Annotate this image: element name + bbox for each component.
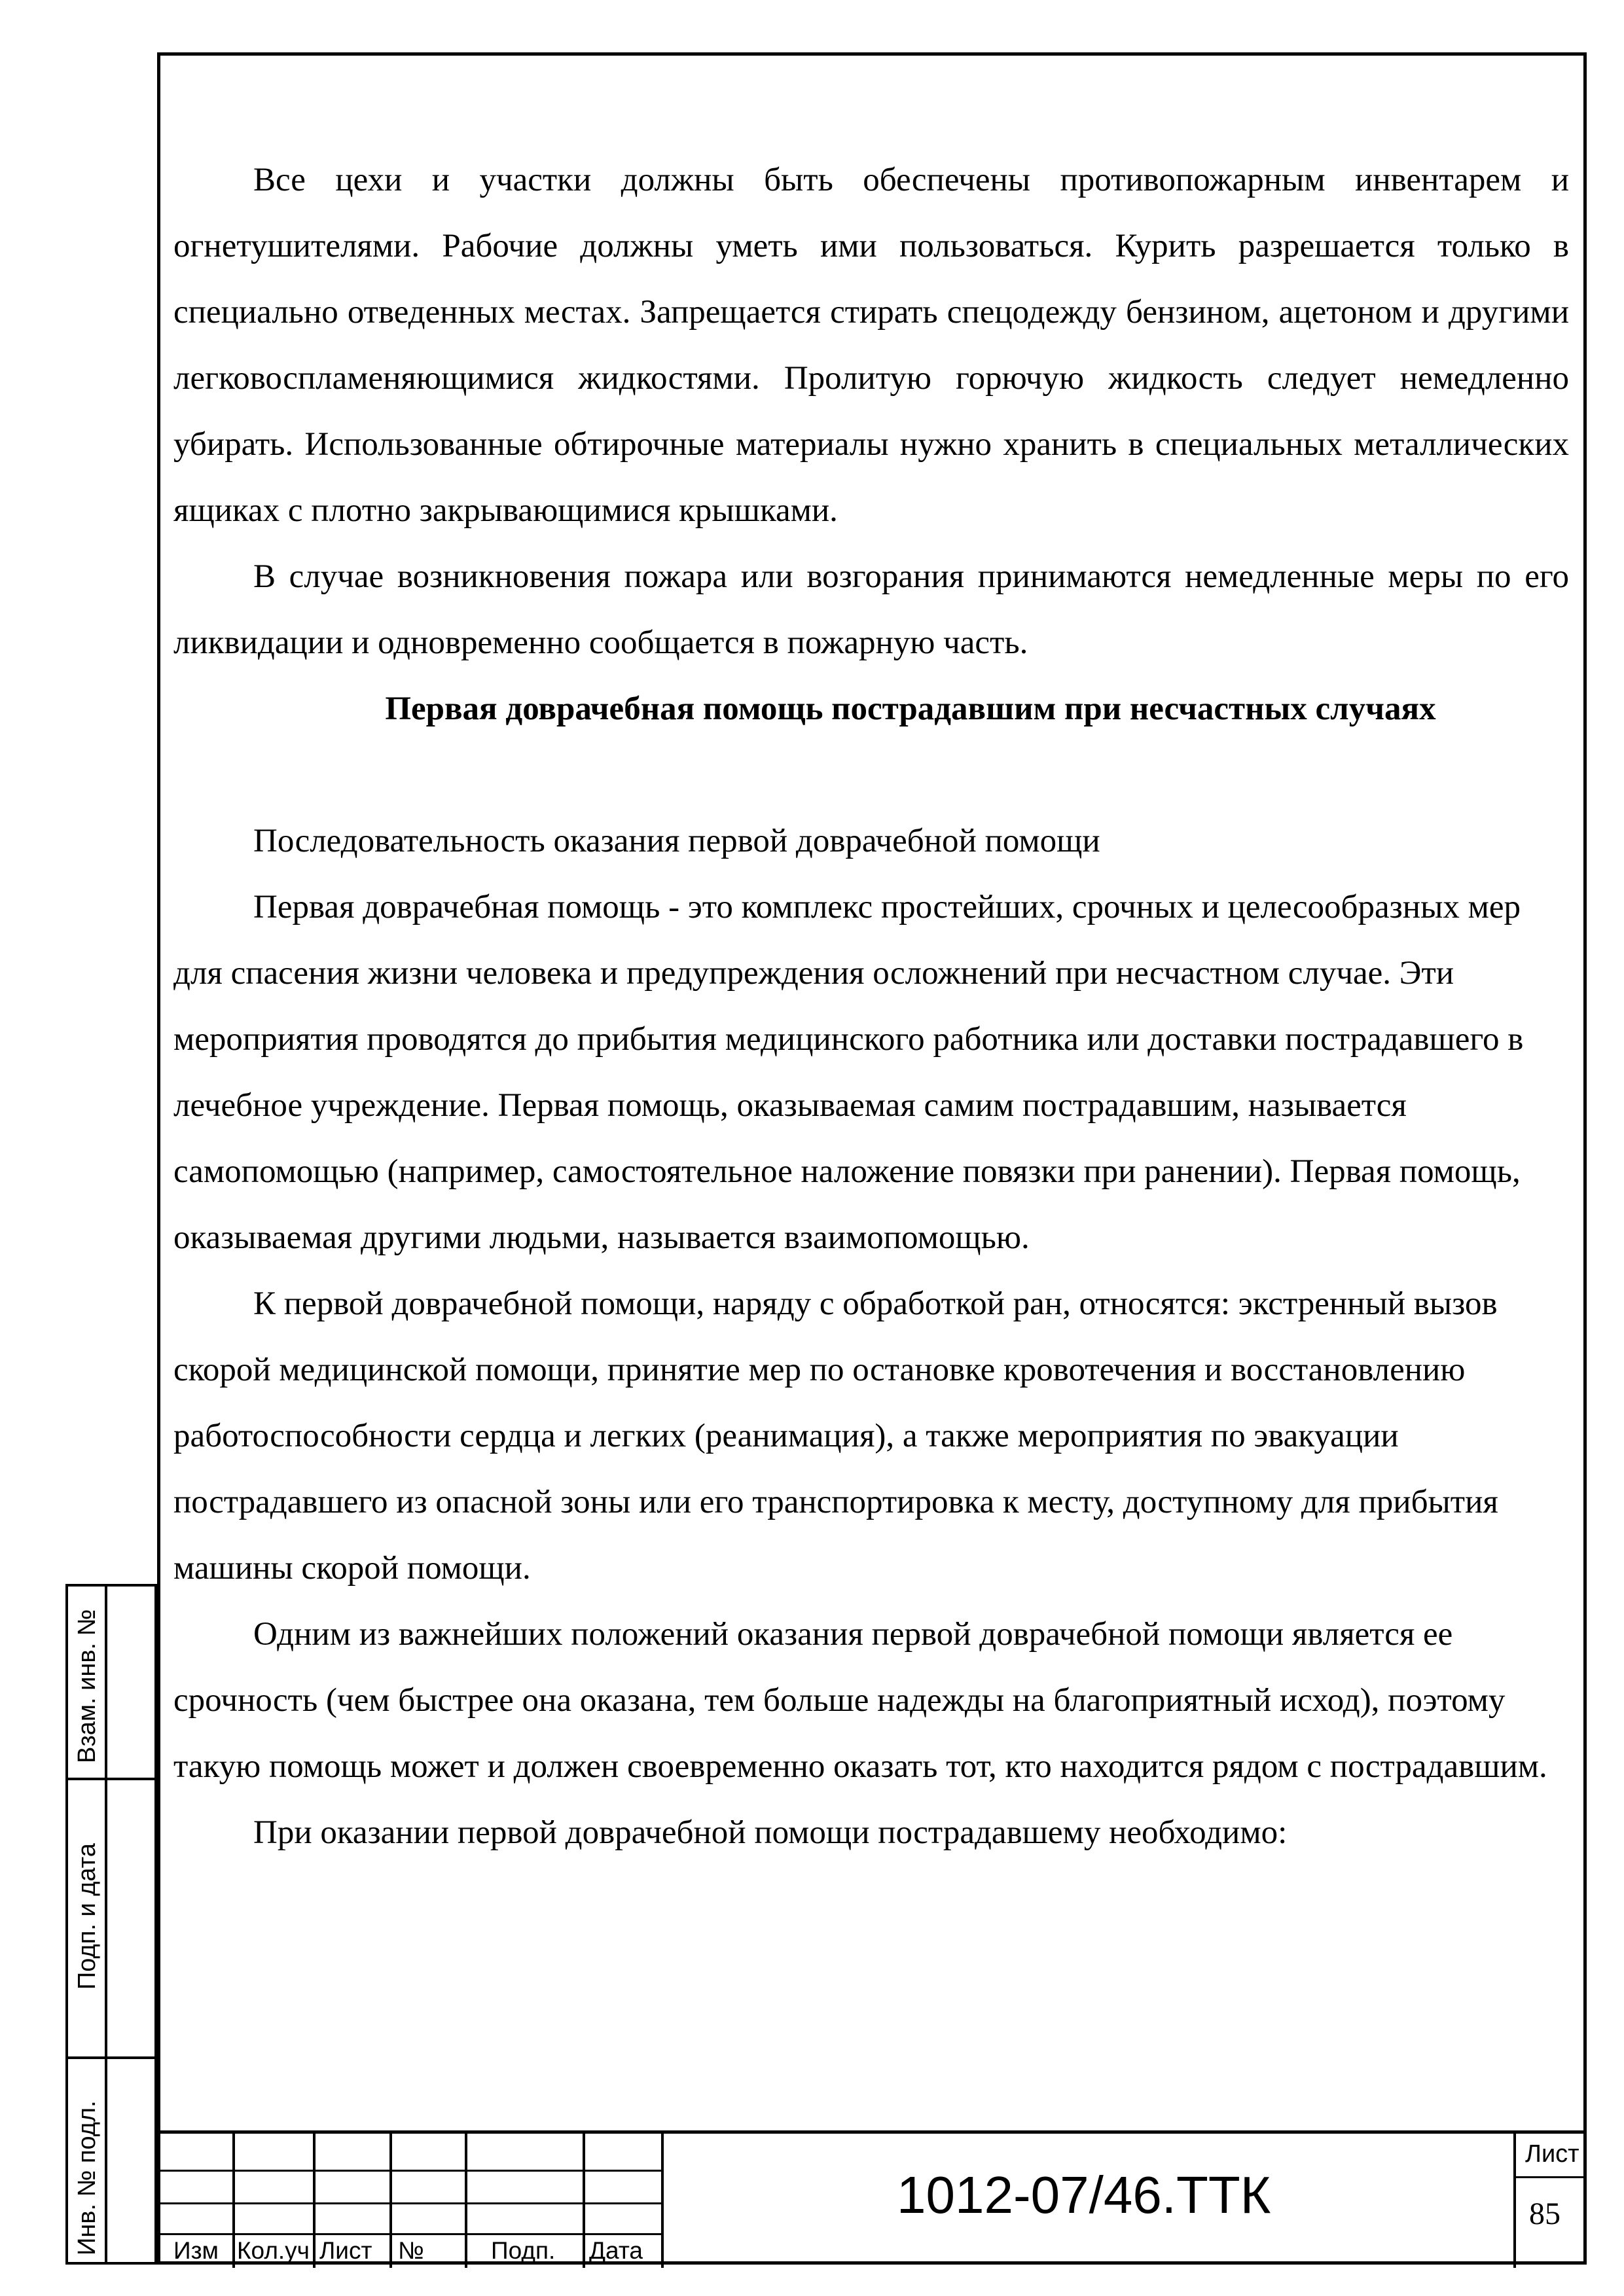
paragraph-fire-safety: Все цехи и участки должны быть обеспечены противопожарным инвентарем и огнетушителями. Рабочие должны уметь ими пользоваться. Курить разрешается только в специально отведенных местах. Запрещается стирать спецодежду бензином, ацетоном и другими легковоспламеняющимися жидкостями. Пролитую горючую жидкость следует немедленно убирать. Использованные обтирочные материалы нужно хранить в специальных металлических ящиках с плотно закрывающимися крышками. bbox=[173, 162, 1569, 529]
label-podp: Подп. bbox=[491, 2237, 556, 2264]
label-num: № bbox=[398, 2237, 424, 2264]
title-block bbox=[157, 2130, 1587, 2265]
title-block-col-line bbox=[661, 2134, 664, 2268]
label-data: Дата bbox=[589, 2237, 643, 2264]
stamp-label-inv: Инв. № подл. bbox=[73, 2100, 101, 2255]
paragraph-measures: К первой доврачебной помощи, наряду с обработкой ран, относятся: экстренный вызов скорой медицинской помощи, принятие мер по остановке кровотечения и восстановлению работоспособности сердца и легких (реанимация), а также мероприятия по эвакуации пострадавшего из опасной зоны или его транспортировка к месту, доступному для прибытия машины скорой помощи. bbox=[173, 1285, 1498, 1587]
section-heading: Первая доврачебная помощь пострадавшим при несчастных случаях bbox=[385, 691, 1436, 727]
title-block-col-line bbox=[232, 2134, 235, 2268]
title-block-col-line bbox=[465, 2134, 467, 2268]
label-list: Лист bbox=[319, 2237, 372, 2264]
document-body bbox=[173, 147, 1569, 1866]
sheet-number: 85 bbox=[1529, 2197, 1561, 2231]
subheading: Последовательность оказания первой доврачебной помощи bbox=[253, 823, 1100, 859]
sheet-label: Лист bbox=[1525, 2140, 1579, 2168]
title-block-col-line bbox=[313, 2134, 316, 2268]
side-stamp-podp bbox=[65, 1778, 157, 2059]
paragraph-fire-response: В случае возникновения пожара или возгорания принимаются немедленные меры по его ликвидации и одновременно сообщается в пожарную часть. bbox=[173, 558, 1569, 661]
title-block-col-line bbox=[1513, 2134, 1516, 2268]
paragraph-definition: Первая доврачебная помощь - это комплекс простейших, срочных и целесообразных мер для спасения жизни человека и предупреждения осложнений при несчастном случае. Эти мероприятия проводятся до прибытия медицинского работника или доставки пострадавшего в лечебное учреждение. Первая помощь, оказываемая самим пострадавшим, называется самопомощью (например, самостоятельное наложение повязки при ранении). Первая помощь, оказываемая другими людьми, называется взаимопомощью. bbox=[173, 889, 1524, 1256]
title-block-col-line bbox=[389, 2134, 392, 2268]
label-izm: Изм bbox=[173, 2237, 219, 2264]
document-code: 1012-07/46.ТТК bbox=[897, 2166, 1271, 2224]
stamp-label-vzam: Взам. инв. № bbox=[73, 1609, 101, 1763]
sheet-cell-divider bbox=[1513, 2176, 1587, 2178]
stamp-label-podp: Подп. и дата bbox=[73, 1843, 101, 1990]
side-stamp-inv bbox=[65, 2056, 157, 2265]
side-stamp-vzam bbox=[65, 1584, 157, 1780]
label-kol: Кол.уч bbox=[237, 2237, 310, 2264]
paragraph-required: При оказании первой доврачебной помощи пострадавшему необходимо: bbox=[253, 1814, 1288, 1851]
title-block-col-line bbox=[583, 2134, 585, 2268]
paragraph-urgency: Одним из важнейших положений оказания первой доврачебной помощи является ее срочность (чем быстрее она оказана, тем больше надежды на благоприятный исход), поэтому такую помощь может и должен своевременно оказать тот, кто находится рядом с пострадавшим. bbox=[173, 1616, 1547, 1785]
